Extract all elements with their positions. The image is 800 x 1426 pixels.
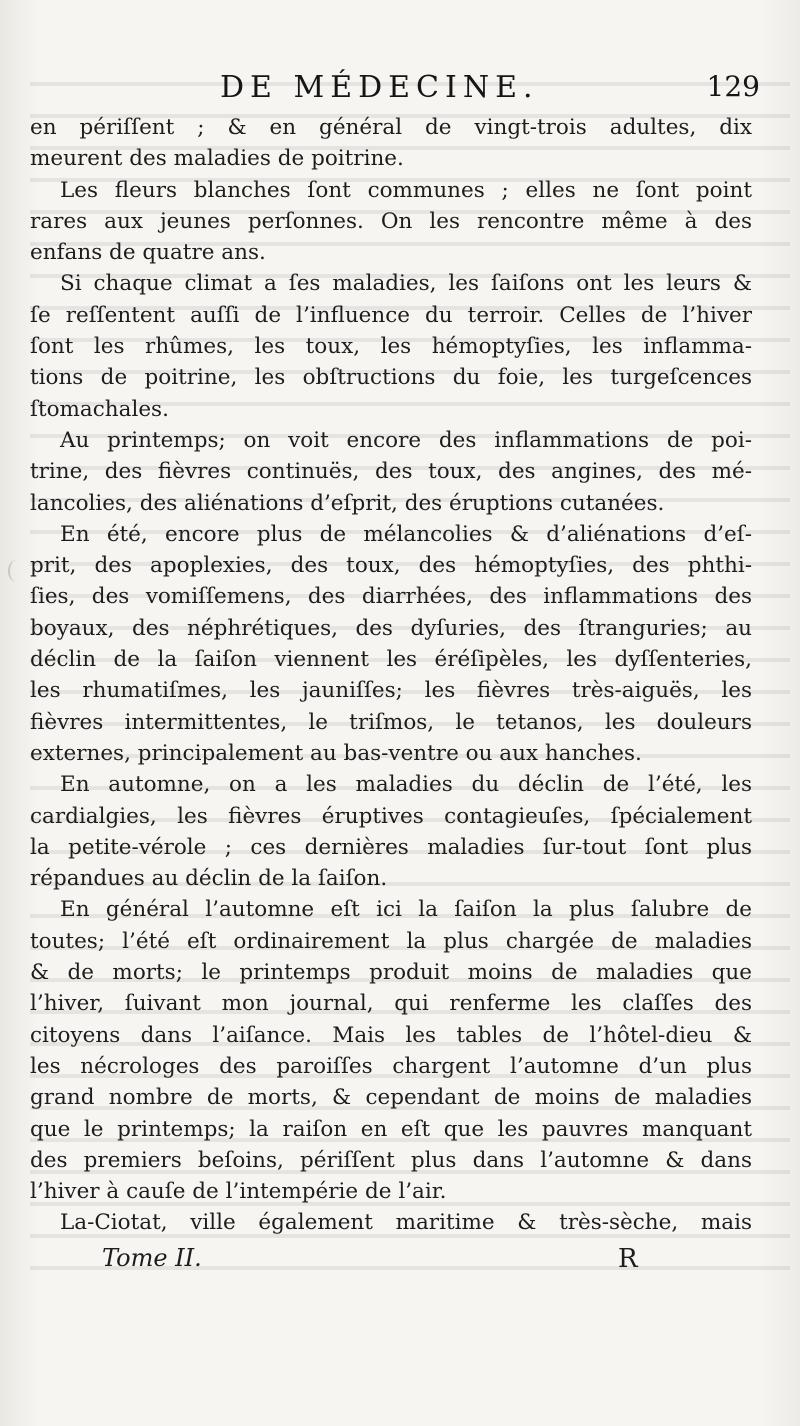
text-line: & de morts; le printemps produit moins de maladies que <box>30 960 752 986</box>
page-number: 129 <box>706 70 760 103</box>
paragraph <box>30 268 752 424</box>
paragraph <box>30 894 752 1207</box>
text-line: lancolies, des aliénations d’eſprit, des éruptions cutanées. <box>30 490 665 516</box>
signature-mark: R <box>618 1244 638 1274</box>
text-line: ſont les rhûmes, les toux, les hémoptyſies, les inflamma- <box>30 334 752 360</box>
page-header <box>30 70 760 110</box>
text-line: en périſſent ; & en général de vingt-trois adultes, dix <box>30 115 752 140</box>
text-line: La-Ciotat, ville également maritime & très-sèche, mais <box>60 1210 752 1236</box>
text-line: trine, des fièvres continuës, des toux, des angines, des mé- <box>30 459 752 485</box>
text-line: ſies, des vomiſſemens, des diarrhées, des inflammations des <box>30 584 752 610</box>
paragraph <box>30 175 752 269</box>
text-line: cardialgies, les fièvres éruptives contagieuſes, ſpécialement <box>30 803 752 829</box>
page-footer <box>30 1244 752 1280</box>
text-line: prit, des apoplexies, des toux, des hémoptyſies, des phthi- <box>30 553 752 579</box>
text-line: les rhumatiſmes, les jauniſſes; les fièvres très-aiguës, les <box>30 678 752 704</box>
text-line: des premiers beſoins, périſſent plus dans l’automne & dans <box>30 1147 752 1173</box>
margin-mark <box>8 560 24 582</box>
text-line: En été, encore plus de mélancolies & d’aliénations d’eſ- <box>60 521 752 547</box>
text-line: les nécrologes des paroiſſes chargent l’automne d’un plus <box>30 1053 752 1079</box>
text-line: tions de poitrine, les obſtructions du foie, les turgeſcences <box>30 365 752 391</box>
text-line: Au printemps; on voit encore des inflammations de poi- <box>60 427 752 453</box>
paragraph <box>30 769 752 894</box>
text-line: enfans de quatre ans. <box>30 240 266 266</box>
text-line: rares aux jeunes perſonnes. On les rencontre même à des <box>30 208 752 234</box>
text-line: externes, principalement au bas-ventre ou aux hanches. <box>30 740 642 766</box>
text-line: que le printemps; la raiſon en eſt que les pauvres manquant <box>30 1116 752 1142</box>
paragraph <box>30 1207 752 1238</box>
text-line: citoyens dans l’aiſance. Mais les tables de l’hôtel-dieu & <box>30 1022 752 1048</box>
text-line: boyaux, des néphrétiques, des dyſuries, des ſtranguries; au <box>30 615 752 641</box>
body-text <box>30 112 752 1239</box>
text-line: fièvres intermittentes, le triſmos, le tetanos, les douleurs <box>30 709 752 735</box>
text-line: En général l’automne eſt ici la ſaiſon la plus ſalubre de <box>60 897 752 923</box>
paragraph <box>30 425 752 519</box>
text-line: Si chaque climat a ſes maladies, les ſaiſons ont les leurs & <box>60 271 752 297</box>
text-line: grand nombre de morts, & cependant de moins de maladies <box>30 1085 752 1111</box>
text-line: toutes; l’été eſt ordinairement la plus chargée de maladies <box>30 928 752 954</box>
text-line: En automne, on a les maladies du déclin de l’été, les <box>60 772 752 798</box>
text-line: l’hiver à cauſe de l’intempérie de l’air. <box>30 1179 447 1205</box>
paragraph <box>30 519 752 769</box>
text-line: ſtomachales. <box>30 396 169 422</box>
text-line: ſe reſſentent auſſi de l’influence du terroir. Celles de l’hiver <box>30 302 752 328</box>
running-title: DE MÉDECINE. <box>220 70 539 105</box>
volume-label: Tome II. <box>102 1244 202 1272</box>
text-line: la petite-vérole ; ces dernières maladies ſur-tout ſont plus <box>30 834 752 860</box>
text-line: Les fleurs blanches ſont communes ; elles ne ſont point <box>60 177 752 203</box>
text-line: déclin de la ſaiſon viennent les éréſipèles, les dyſſenteries, <box>30 647 752 673</box>
text-line: meurent des maladies de poitrine. <box>30 146 404 172</box>
text-line: l’hiver, ſuivant mon journal, qui renferme les claſſes des <box>30 991 752 1017</box>
text-line: répandues au déclin de la ſaiſon. <box>30 866 388 892</box>
paragraph <box>30 112 752 175</box>
